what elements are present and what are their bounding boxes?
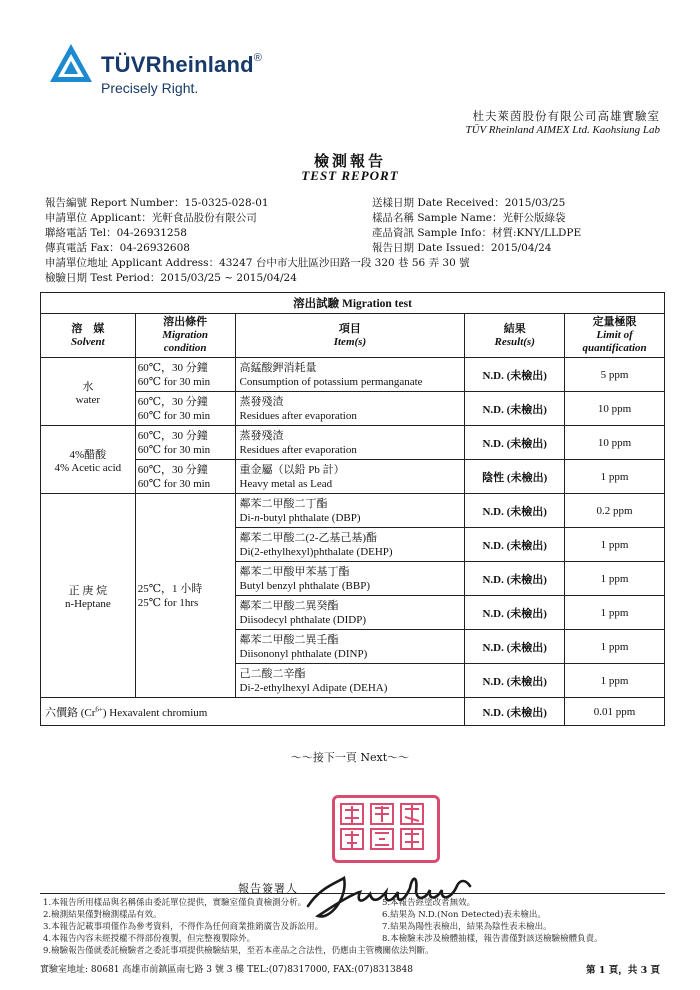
result-cell: 陰性 (未檢出) xyxy=(465,460,565,494)
note-item: 4.本報告內容未經授權不得部份複製，但完整複製除外。 xyxy=(43,934,256,944)
item-cell: 蒸發殘渣 Residues after evaporation xyxy=(235,392,465,426)
item-cell: 蒸發殘渣 Residues after evaporation xyxy=(235,426,465,460)
loq-cell: 1 ppm xyxy=(565,460,665,494)
table-row xyxy=(41,494,665,528)
notes-left xyxy=(43,897,434,957)
result-cell: N.D. (未檢出) xyxy=(465,392,565,426)
loq-cell: 10 ppm xyxy=(565,392,665,426)
applicant: 申請單位 Applicant：光軒食品股份有限公司 xyxy=(45,212,257,224)
lab-name-en: TÜV Rheinland AIMEX Ltd. Kaohsiung Lab xyxy=(465,124,660,136)
loq-cell: 10 ppm xyxy=(565,426,665,460)
loq-cell: 5 ppm xyxy=(565,358,665,392)
item-cell: 己二酸二辛酯 Di-2-ethylhexyl Adipate (DEHA) xyxy=(235,664,465,698)
result-cell: N.D. (未檢出) xyxy=(465,630,565,664)
header-result: 結果 Result(s) xyxy=(465,314,565,358)
item-cell: 鄰苯二甲酸二異癸酯 Diisodecyl phthalate (DIDP) xyxy=(235,596,465,630)
header-loq: 定量極限 Limit of quantification xyxy=(565,314,665,358)
fax: 傳真電話 Fax：04-26932608 xyxy=(45,242,190,254)
next-page-indicator: ～～接下一頁 Next～～ xyxy=(290,751,410,764)
note-item: 2.檢測結果僅對檢測樣品有效。 xyxy=(43,910,162,920)
tel: 聯絡電話 Tel：04-26931258 xyxy=(45,227,187,239)
result-cell: N.D. (未檢出) xyxy=(465,426,565,460)
result-cell: N.D. (未檢出) xyxy=(465,698,565,726)
sample-name: 樣品名稱 Sample Name：光軒公版綠袋 xyxy=(372,212,566,224)
table-row xyxy=(41,358,665,392)
item-cell: 鄰苯二甲酸二丁酯 Di-n-butyl phthalate (DBP) xyxy=(235,494,465,528)
report-number: 報告編號 Report Number：15-0325-028-01 xyxy=(45,197,269,209)
loq-cell: 1 ppm xyxy=(565,630,665,664)
note-item: 9.檢驗報告僅就委託檢驗者之委託事項提供檢驗結果，至若本產品之合法性，仍應由主管機關依法判斷。 xyxy=(43,946,434,956)
table-row xyxy=(41,698,665,726)
brand-name: TÜVRheinland® xyxy=(101,52,263,77)
item-cell: 高錳酸鉀消耗量 Consumption of potassium permanganate xyxy=(235,358,465,392)
item-cell: 重金屬（以鉛 Pb 計） Heavy metal as Lead xyxy=(235,460,465,494)
header-condition: 溶出條件 Migration condition xyxy=(135,314,235,358)
loq-cell: 1 ppm xyxy=(565,664,665,698)
table-row xyxy=(41,426,665,460)
result-cell: N.D. (未檢出) xyxy=(465,494,565,528)
lab-address-footer: 實驗室地址: 80681 高雄市前鎮區南七路 3 號 3 樓 TEL:(07)8317000, FAX:(07)8313848 xyxy=(40,965,413,975)
test-period: 檢驗日期 Test Period：2015/03/25 ~ 2015/04/24 xyxy=(45,272,297,284)
result-cell: N.D. (未檢出) xyxy=(465,562,565,596)
note-item: 3.本報告記載事項僅作為參考資料，不得作為任何商業推銷廣告及訴訟用。 xyxy=(43,922,324,932)
table-caption: 溶出試驗 Migration test xyxy=(41,293,665,314)
table-header-row xyxy=(41,314,665,358)
company-seal-stamp xyxy=(332,795,440,863)
notes-divider xyxy=(40,893,665,894)
result-cell: N.D. (未檢出) xyxy=(465,664,565,698)
note-item: 7.結果為陽性表檢出，結果為陰性表未檢出。 xyxy=(382,922,552,932)
solvent-water: 水 water xyxy=(41,358,136,426)
lab-name-cn: 杜夫萊茵股份有限公司高雄實驗室 xyxy=(472,109,660,123)
solvent-acetic-acid: 4%醋酸 4% Acetic acid xyxy=(41,426,136,494)
condition-cell: 60℃，30 分鐘 60℃ for 30 min xyxy=(135,392,235,426)
note-item: 5.本報告經塗改者無效。 xyxy=(382,898,476,908)
result-cell: N.D. (未檢出) xyxy=(465,528,565,562)
report-title-en: TEST REPORT xyxy=(301,168,399,183)
note-item: 8.本檢驗未涉及檢體抽樣，報告書僅對該送檢驗檢體負責。 xyxy=(382,934,603,944)
solvent-n-heptane: 正 庚 烷 n-Heptane xyxy=(41,494,136,698)
result-cell: N.D. (未檢出) xyxy=(465,358,565,392)
header-item: 項目 Item(s) xyxy=(235,314,465,358)
sample-info: 產品資訊 Sample Info：材質:KNY/LLDPE xyxy=(372,227,582,239)
applicant-address: 申請單位地址 Applicant Address：43247 台中市大肚區沙田路一段 320 巷 56 弄 30 號 xyxy=(45,257,470,269)
signer-label: 報告簽署人 xyxy=(238,882,298,895)
loq-cell: 1 ppm xyxy=(565,528,665,562)
condition-cell: 60℃，30 分鐘 60℃ for 30 min xyxy=(135,460,235,494)
note-item: 1.本報告所用樣品與名稱係由委託單位提供，實驗室僅負責檢測分析。 xyxy=(43,898,307,908)
condition-heptane: 25℃，1 小時 25℃ for 1hrs xyxy=(135,494,235,698)
loq-cell: 0.01 ppm xyxy=(565,698,665,726)
loq-cell: 1 ppm xyxy=(565,562,665,596)
date-issued: 報告日期 Date Issued：2015/04/24 xyxy=(372,242,552,254)
item-cell: 鄰苯二甲酸甲苯基丁酯 Butyl benzyl phthalate (BBP) xyxy=(235,562,465,596)
date-received: 送樣日期 Date Received：2015/03/25 xyxy=(372,197,566,209)
condition-cell: 60℃，30 分鐘 60℃ for 30 min xyxy=(135,358,235,392)
condition-cell: 60℃，30 分鐘 60℃ for 30 min xyxy=(135,426,235,460)
migration-test-table xyxy=(40,292,665,726)
report-title-cn: 檢測報告 xyxy=(313,152,386,170)
tagline: Precisely Right. xyxy=(101,80,199,96)
page-number: 第 1 頁，共 3 頁 xyxy=(586,965,660,976)
notes-right xyxy=(382,897,603,945)
tuv-logo-icon xyxy=(48,42,94,88)
info-right xyxy=(372,196,581,256)
result-cell: N.D. (未檢出) xyxy=(465,596,565,630)
item-cell: 鄰苯二甲酸二異壬酯 Diisononyl phthalate (DINP) xyxy=(235,630,465,664)
loq-cell: 0.2 ppm xyxy=(565,494,665,528)
note-item: 6.結果為 N.D.(Non Detected)表未檢出。 xyxy=(382,910,546,920)
header-solvent: 溶 媒 Solvent xyxy=(41,314,136,358)
loq-cell: 1 ppm xyxy=(565,596,665,630)
item-hexavalent-chromium: 六價鉻 $(Cr^{6+})$ Hexavalent chromium xyxy=(41,698,465,726)
item-cell: 鄰苯二甲酸二(2-乙基己基)酯 Di(2-ethylhexyl)phthalate (DEHP) xyxy=(235,528,465,562)
